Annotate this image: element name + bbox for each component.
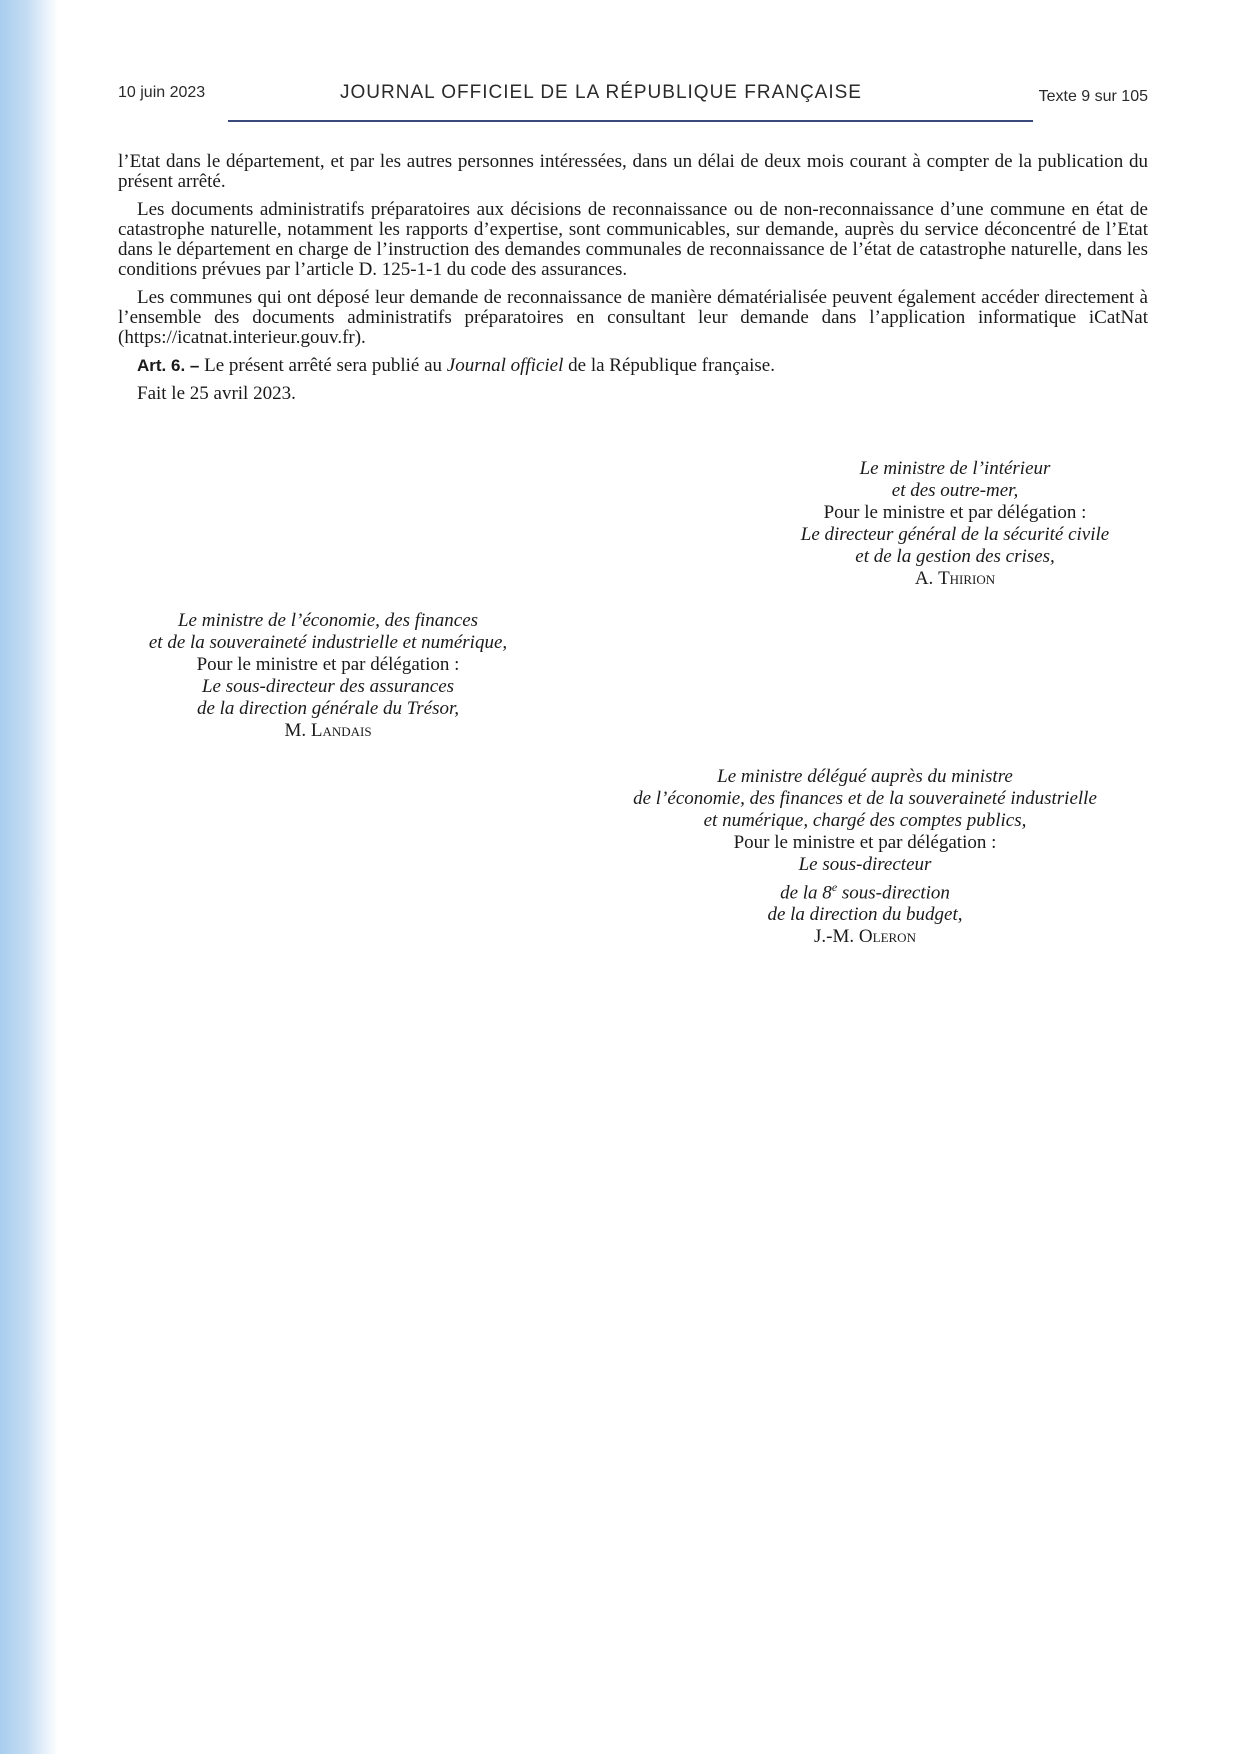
sig-interieur-line-1: Le ministre de l’intérieur	[859, 458, 1051, 479]
sig-comptes-line-5: Le sous-directeur	[798, 854, 932, 875]
article-6-journal: Journal officiel	[446, 355, 564, 376]
sig-economie-line-3: Pour le ministre et par délégation :	[196, 654, 460, 675]
sig-comptes-line-6-pre: de la 8	[780, 882, 832, 904]
header-journal-title: JOURNAL OFFICIEL DE LA RÉPUBLIQUE FRANÇAISE	[340, 82, 862, 103]
sig-interieur-line-2: et des outre-mer,	[891, 480, 1019, 501]
header-date: 10 juin 2023	[118, 84, 206, 101]
article-6-text-before: Le présent arrêté sera publié au	[199, 355, 447, 376]
sig-interieur-line-5: et de la gestion des crises,	[855, 546, 1055, 567]
paragraph-documents-preparatoires: Les documents administratifs préparatoires aux décisions de reconnaissance ou de non-reconnaissance d’une commune en état de catastrophe naturelle, notamment les rapports d’expertise, sont communicables, sur demande, auprès du service déconcentré de l’Etat dans le département en charge de l’instruction des demandes communales de reconnaissance de l’état de catastrophe naturelle, dans les conditions prévues par l’article D. 125-1-1 du code des assurances.	[118, 199, 1148, 280]
signature-block-interieur	[755, 458, 1155, 590]
document-body	[118, 152, 1148, 412]
sig-comptes-line-6-sup: e	[831, 880, 838, 894]
sig-comptes-signatory	[575, 926, 1155, 948]
header-page-indicator: Texte 9 sur 105	[1038, 88, 1148, 105]
sig-comptes-line-2: de l’économie, des finances et de la souveraineté industrielle	[633, 788, 1097, 809]
sig-interieur-name: Thirion	[938, 568, 996, 589]
sig-economie-signatory	[108, 720, 548, 742]
sig-interieur-line-4: Le directeur général de la sécurité civile	[800, 524, 1110, 545]
signature-block-economie	[108, 610, 548, 742]
paragraph-continuation: l’Etat dans le département, et par les autres personnes intéressées, dans un délai de deux mois courant à compter de la publication du présent arrêté.	[118, 151, 1148, 192]
page-header	[118, 84, 1148, 114]
sig-comptes-line-3: et numérique, chargé des comptes publics,	[703, 810, 1027, 831]
sig-economie-line-4: Le sous-directeur des assurances	[201, 676, 455, 697]
article-6	[118, 356, 1148, 376]
fait-le-date: Fait le 25 avril 2023.	[137, 383, 296, 404]
sig-comptes-line-6-post: sous-direction	[837, 882, 950, 904]
sig-comptes-line-7: de la direction du budget,	[767, 904, 963, 926]
article-6-text-after: de la République française.	[563, 355, 775, 376]
sig-economie-name: Landais	[310, 720, 372, 741]
sig-comptes-initial: J.-M.	[814, 926, 859, 948]
sig-interieur-line-3: Pour le ministre et par délégation :	[823, 502, 1087, 523]
sig-economie-line-1: Le ministre de l’économie, des finances	[177, 610, 479, 631]
paragraph-icatnat: Les communes qui ont déposé leur demande de reconnaissance de manière dématérialisée peuvent également accéder directement à l’ensemble des documents administratifs préparatoires en consultant leur demande dans l’application informatique iCatNat (https://icatnat.interieur.gouv.fr).	[118, 287, 1148, 348]
sig-comptes-line-4: Pour le ministre et par délégation :	[733, 832, 997, 853]
sig-economie-line-2: et de la souveraineté industrielle et numérique,	[148, 632, 508, 653]
sig-comptes-line-1: Le ministre délégué auprès du ministre	[717, 766, 1013, 787]
article-6-label: Art. 6. –	[137, 356, 200, 375]
header-rule	[228, 120, 1033, 122]
signature-block-comptes-publics	[575, 766, 1155, 948]
sig-comptes-name: Oleron	[858, 926, 916, 948]
sig-economie-initial: M.	[284, 720, 311, 741]
sig-interieur-initial: A.	[914, 568, 939, 589]
sig-interieur-signatory	[755, 568, 1155, 590]
scan-edge-shading	[0, 0, 58, 1754]
sig-economie-line-5: de la direction générale du Trésor,	[196, 698, 460, 719]
sig-comptes-line-6	[575, 876, 1155, 904]
